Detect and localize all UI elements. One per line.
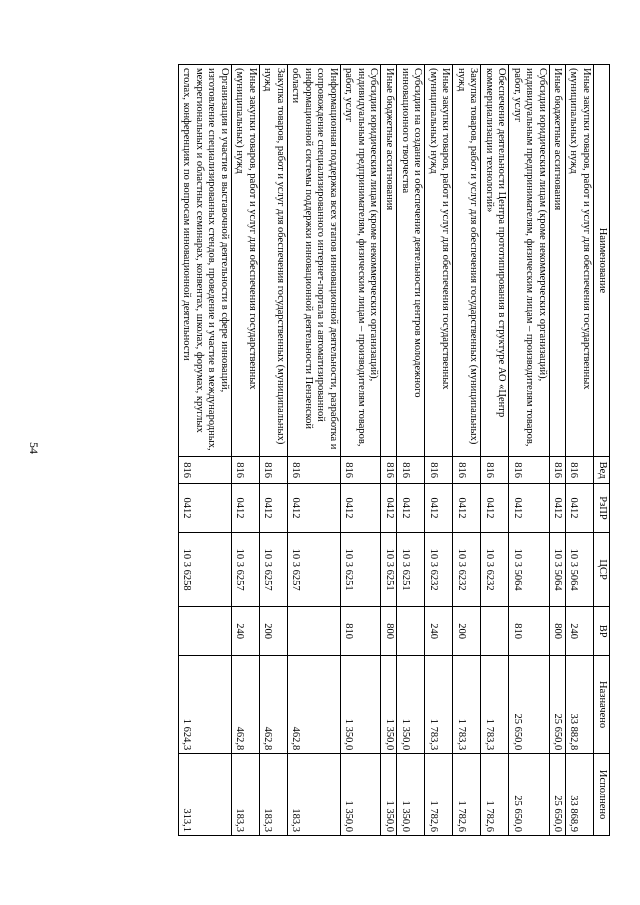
header-vr: ВР: [594, 607, 610, 656]
cell-rzpr: 0412: [179, 484, 232, 533]
cell-executed: 33 868,9: [566, 754, 594, 836]
cell-ved: 816: [425, 457, 453, 484]
cell-csr: 10 3 6232: [481, 532, 509, 607]
cell-rzpr: 0412: [481, 484, 509, 533]
table-row: [550, 65, 566, 836]
table-row: [425, 65, 453, 836]
cell-csr: 10 3 6258: [179, 532, 232, 607]
table-row: [232, 65, 260, 836]
cell-executed: 313,1: [179, 754, 232, 836]
cell-assigned: 1 624,3: [179, 655, 232, 753]
cell-assigned: 1 783,3: [425, 655, 453, 753]
header-ved: Вед: [594, 457, 610, 484]
cell-assigned: 462,8: [288, 655, 341, 753]
cell-executed: 1 350,0: [341, 754, 382, 836]
cell-assigned: 33 882,8: [566, 655, 594, 753]
cell-assigned: 1 350,0: [381, 655, 397, 753]
header-rzpr: РзПР: [594, 484, 610, 533]
cell-executed: 183,3: [232, 754, 260, 836]
cell-rzpr: 0412: [566, 484, 594, 533]
table-header-row: [594, 65, 610, 836]
cell-vr: 810: [509, 607, 550, 656]
cell-vr: [288, 607, 341, 656]
cell-vr: 240: [566, 607, 594, 656]
table-row: [179, 65, 232, 836]
cell-rzpr: 0412: [260, 484, 288, 533]
cell-csr: 10 3 6257: [288, 532, 341, 607]
cell-rzpr: 0412: [397, 484, 425, 533]
cell-csr: 10 3 5064: [566, 532, 594, 607]
cell-ved: 816: [260, 457, 288, 484]
table-row: [566, 65, 594, 836]
cell-ved: 816: [550, 457, 566, 484]
cell-csr: 10 3 6251: [341, 532, 382, 607]
cell-ved: 816: [453, 457, 481, 484]
cell-rzpr: 0412: [550, 484, 566, 533]
table-row: [397, 65, 425, 836]
cell-ved: 816: [232, 457, 260, 484]
cell-vr: 240: [232, 607, 260, 656]
cell-name: Иные бюджетные ассигнования: [381, 65, 397, 457]
cell-ved: 816: [341, 457, 382, 484]
cell-vr: 240: [425, 607, 453, 656]
budget-execution-table: [178, 64, 610, 836]
cell-ved: 816: [288, 457, 341, 484]
cell-vr: [481, 607, 509, 656]
cell-executed: 183,3: [288, 754, 341, 836]
cell-executed: 1 350,0: [397, 754, 425, 836]
cell-ved: 816: [381, 457, 397, 484]
cell-rzpr: 0412: [341, 484, 382, 533]
cell-vr: 800: [381, 607, 397, 656]
cell-vr: 200: [260, 607, 288, 656]
cell-executed: 183,3: [260, 754, 288, 836]
cell-assigned: 462,8: [260, 655, 288, 753]
cell-ved: 816: [179, 457, 232, 484]
cell-executed: 1 782,6: [425, 754, 453, 836]
cell-csr: 10 3 6251: [381, 532, 397, 607]
cell-ved: 816: [566, 457, 594, 484]
cell-executed: 1 350,0: [381, 754, 397, 836]
cell-name: Иные закупки товаров, работ и услуг для обеспечения государственных (муниципальных) нужд: [566, 65, 594, 457]
cell-assigned: 1 350,0: [341, 655, 382, 753]
cell-csr: 10 3 6251: [397, 532, 425, 607]
cell-assigned: 462,8: [232, 655, 260, 753]
cell-executed: 25 650,0: [509, 754, 550, 836]
table-row: [453, 65, 481, 836]
cell-csr: 10 3 5064: [509, 532, 550, 607]
header-assigned: Назначено: [594, 655, 610, 753]
cell-name: Закупка товаров, работ и услуг для обеспечения государственных (муниципальных) нужд: [260, 65, 288, 457]
table-row: [341, 65, 382, 836]
table-row: [381, 65, 397, 836]
table-row: [288, 65, 341, 836]
rotated-page-content: [70, 64, 610, 836]
cell-name: Субсидии на создание и обеспечение деятельности центров молодежного инновационного творчества: [397, 65, 425, 457]
cell-csr: 10 3 6257: [260, 532, 288, 607]
cell-name: Иные закупки товаров, работ и услуг для обеспечения государственных (муниципальных) нужд: [232, 65, 260, 457]
cell-name: Информационная поддержка всех этапов инновационной деятельности, разработка и сопровождение специализированного интернет-портала и автоматизированной информационной системы поддержки инновационной деятельности Пензенской области: [288, 65, 341, 457]
cell-name: Закупка товаров, работ и услуг для обеспечения государственных (муниципальных) нужд: [453, 65, 481, 457]
cell-rzpr: 0412: [288, 484, 341, 533]
cell-name: Субсидии юридическим лицам (кроме некоммерческих организаций), индивидуальным предпринимателям, физическим лицам – производителям товаров, работ, услуг: [509, 65, 550, 457]
cell-executed: 1 782,6: [481, 754, 509, 836]
cell-assigned: 25 650,0: [550, 655, 566, 753]
cell-ved: 816: [397, 457, 425, 484]
header-executed: Исполнено: [594, 754, 610, 836]
cell-rzpr: 0412: [425, 484, 453, 533]
cell-assigned: 1 783,3: [481, 655, 509, 753]
table-row: [509, 65, 550, 836]
cell-name: Субсидии юридическим лицам (кроме некоммерческих организаций), индивидуальным предпринимателям, физическим лицам – производителям товаров, работ, услуг: [341, 65, 382, 457]
table-row: [260, 65, 288, 836]
cell-vr: 800: [550, 607, 566, 656]
cell-name: Иные бюджетные ассигнования: [550, 65, 566, 457]
cell-csr: 10 3 6232: [425, 532, 453, 607]
cell-assigned: 1 783,3: [453, 655, 481, 753]
page-number: 54: [27, 442, 41, 454]
header-csr: ЦСР: [594, 532, 610, 607]
cell-csr: 10 3 5064: [550, 532, 566, 607]
cell-name: Иные закупки товаров, работ и услуг для обеспечения государственных (муниципальных) нужд: [425, 65, 453, 457]
cell-rzpr: 0412: [381, 484, 397, 533]
cell-vr: [397, 607, 425, 656]
cell-ved: 816: [481, 457, 509, 484]
cell-csr: 10 3 6257: [232, 532, 260, 607]
cell-assigned: 25 650,0: [509, 655, 550, 753]
cell-vr: [179, 607, 232, 656]
cell-rzpr: 0412: [453, 484, 481, 533]
cell-executed: 25 650,0: [550, 754, 566, 836]
cell-name: Организация и участие в выставочной деятельности в сфере инноваций, изготовление специализированных стендов, проведение и участие в международных, межрегиональных и областных семинарах, конвентах, школах, форумах, круглых столах, конференциях по вопросам инновационной деятельности: [179, 65, 232, 457]
cell-vr: 200: [453, 607, 481, 656]
cell-executed: 1 782,6: [453, 754, 481, 836]
cell-csr: 10 3 6232: [453, 532, 481, 607]
cell-vr: 810: [341, 607, 382, 656]
cell-rzpr: 0412: [232, 484, 260, 533]
cell-ved: 816: [509, 457, 550, 484]
cell-name: Обеспечение деятельности Центра прототипирования в структуре АО «Центр коммерциализации технологий»: [481, 65, 509, 457]
cell-rzpr: 0412: [509, 484, 550, 533]
header-name: Наименование: [594, 65, 610, 457]
table-row: [481, 65, 509, 836]
cell-assigned: 1 350,0: [397, 655, 425, 753]
